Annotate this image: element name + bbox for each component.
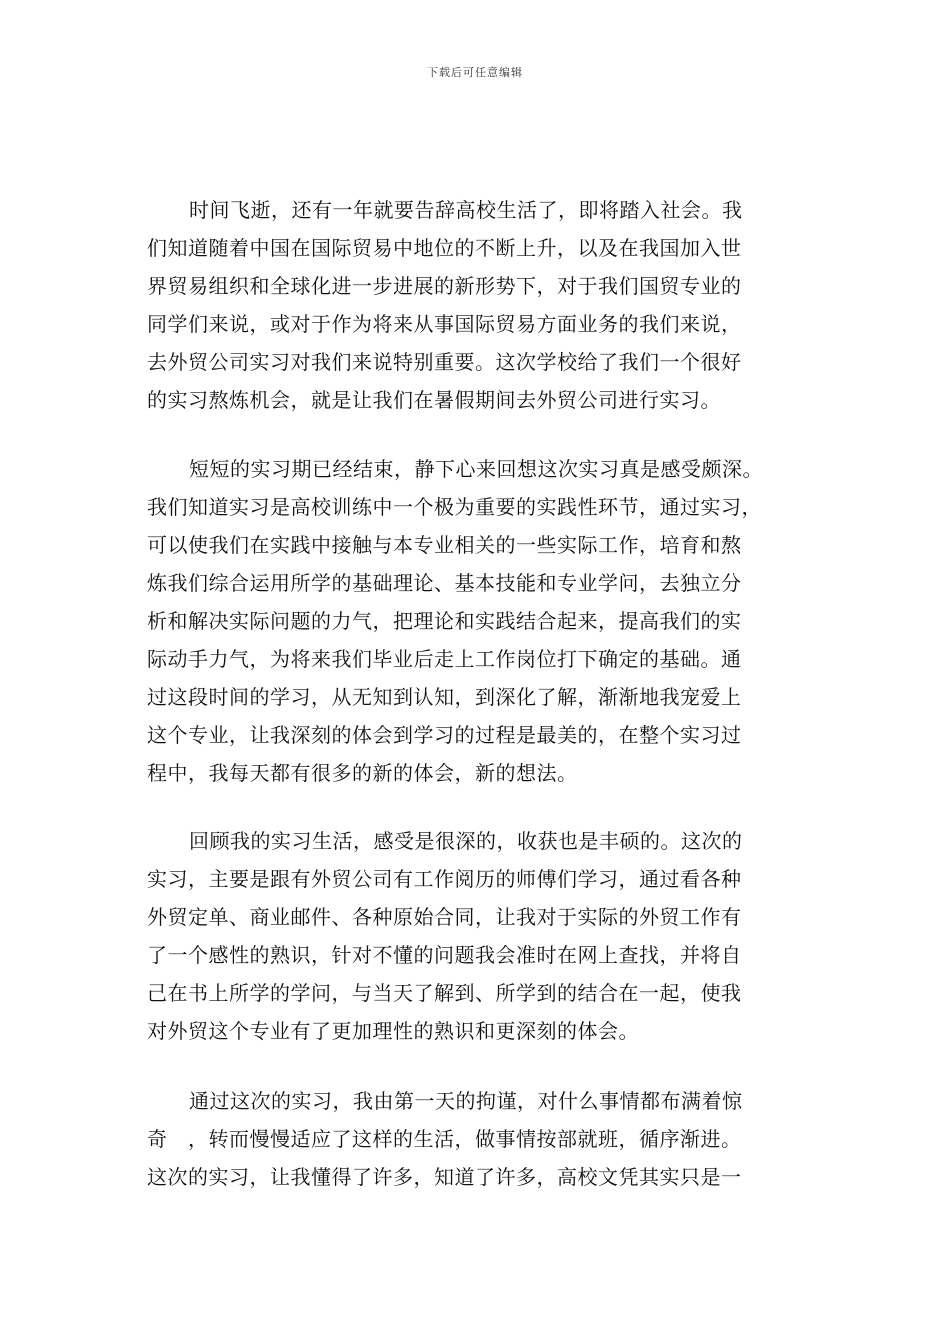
text-line: 过这段时间的学习，从无知到认知，到深化了解，渐渐地我宠爱上 xyxy=(147,685,742,709)
text-line: 外贸定单、商业邮件、各种原始合同，让我对于实际的外贸工作有 xyxy=(147,905,742,929)
text-line: 这个专业，让我深刻的体会到学习的过程是最美的，在整个实习过 xyxy=(147,723,742,747)
text-line: 对外贸这个专业有了更加理性的熟识和更深刻的体会。 xyxy=(147,1019,639,1043)
text-line: 奇 ，转而慢慢适应了这样的生活，做事情按部就班，循序渐进。 xyxy=(147,1127,742,1151)
text-line: 己在书上所学的学问，与当天了解到、所学到的结合在一起，使我 xyxy=(147,981,742,1005)
text-line: 们知道随着中国在国际贸易中地位的不断上升，以及在我国加入世 xyxy=(147,236,742,260)
text-line: 界贸易组织和全球化进一步进展的新形势下，对于我们国贸专业的 xyxy=(147,274,742,298)
text-line: 我们知道实习是高校训练中一个极为重要的实践性环节，通过实习， xyxy=(147,495,762,519)
text-line: 这次的实习，让我懂得了许多，知道了许多，高校文凭其实只是一 xyxy=(147,1165,742,1189)
text-line: 炼我们综合运用所学的基础理论、基本技能和专业学问，去独立分 xyxy=(147,571,742,595)
paragraph-3 xyxy=(147,822,743,1050)
paragraph-2 xyxy=(147,450,763,792)
text-line: 去外贸公司实习对我们来说特别重要。这次学校给了我们一个很好 xyxy=(147,350,742,374)
text-line: 可以使我们在实践中接触与本专业相关的一些实际工作，培育和熬 xyxy=(147,533,742,557)
paragraph-4 xyxy=(147,1082,743,1196)
text-line: 程中，我每天都有很多的新的体会，新的想法。 xyxy=(147,761,578,785)
text-line: 通过这次的实习，我由第一天的拘谨，对什么事情都布满着惊 xyxy=(189,1089,743,1113)
text-line: 实习，主要是跟有外贸公司有工作阅历的师傅们学习，通过看各种 xyxy=(147,867,742,891)
text-line: 了一个感性的熟识，针对不懂的问题我会准时在网上查找，并将自 xyxy=(147,943,742,967)
text-line: 同学们来说，或对于作为将来从事国际贸易方面业务的我们来说， xyxy=(147,312,742,336)
text-line: 回顾我的实习生活，感受是很深的，收获也是丰硕的。这次的 xyxy=(189,829,743,853)
paragraph-1 xyxy=(147,191,743,419)
text-line: 时间飞逝，还有一年就要告辞高校生活了，即将踏入社会。我 xyxy=(189,198,743,222)
page-header: 下载后可任意编辑 xyxy=(427,66,523,79)
text-line: 际动手力气，为将来我们毕业后走上工作岗位打下确定的基础。通 xyxy=(147,647,742,671)
text-line: 短短的实习期已经结束，静下心来回想这次实习真是感受颇深。 xyxy=(189,457,763,481)
text-line: 的实习熬炼机会，就是让我们在暑假期间去外贸公司进行实习。 xyxy=(147,388,721,412)
text-line: 析和解决实际问题的力气，把理论和实践结合起来，提高我们的实 xyxy=(147,609,742,633)
